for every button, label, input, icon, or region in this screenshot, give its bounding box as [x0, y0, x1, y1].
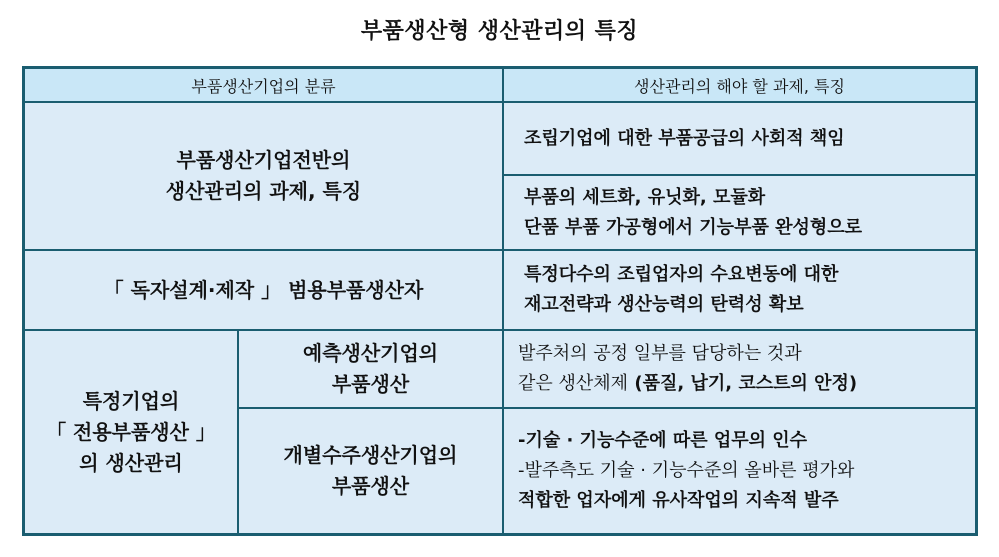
row3-sub1-category-line1: 예측생산기업의: [302, 341, 439, 365]
row3-sub2-category-line2: 부품생산: [331, 474, 410, 498]
row3-category-line2: 「 전용부품생산 」: [46, 419, 216, 444]
row3-sub1-feature-line2b: (품질, 납기, 코스트의 안정): [634, 373, 858, 394]
row3-category: [24, 330, 238, 534]
row1-feature-b-line2: 단품 부품 가공형에서 기능부품 완성형으로: [524, 216, 863, 238]
row1-category: [24, 102, 503, 250]
page-title: 부품생산형 생산관리의 특징: [360, 19, 639, 44]
row3-sub1-category-line2: 부품생산: [331, 372, 410, 396]
row3-sub1-feature-line2a: 같은 생산체제: [518, 373, 629, 394]
row3-sub2-feature: [503, 408, 976, 534]
row3-sub2-category: [238, 408, 503, 534]
row3-sub2-category-line1: 개별수주생산기업의: [283, 443, 458, 467]
row3-category-line3: 의 생산관리: [79, 450, 183, 475]
row3-sub1-feature-line1: 발주처의 공정 일부를 담당하는 것과: [518, 343, 802, 364]
row2-category-text: 「 독자설계·제작 」 범용부품생산자: [103, 277, 424, 302]
header-classification: 부품생산기업의 분류: [24, 68, 503, 102]
row2-feature-line1: 특정다수의 조립업자의 수요변동에 대한: [524, 264, 839, 285]
row1-feature-b: [503, 175, 976, 250]
feature-table: [22, 66, 978, 536]
row1-feature-a-text: 조립기업에 대한 부품공급의 사회적 책임: [524, 127, 845, 149]
row1-feature-a: [503, 102, 976, 175]
row3-sub1-feature: [503, 330, 976, 408]
row1-category-line1: 부품생산기업전반의: [176, 148, 351, 172]
row3-sub2-feature-line3: 적합한 업자에게 유사작업의 지속적 발주: [518, 490, 839, 511]
row3-sub2-feature-line2: -발주측도 기술 · 기능수준의 올바른 평가와: [518, 460, 855, 481]
row1-category-line2: 생산관리의 과제, 특징: [165, 179, 362, 203]
header-tasks: 생산관리의 해야 할 과제, 특징: [503, 68, 976, 102]
row2-feature: [503, 250, 976, 330]
row3-category-line1: 특정기업의: [82, 388, 180, 413]
row2-category: [24, 250, 503, 330]
row3-sub1-category: [238, 330, 503, 408]
row3-sub2-feature-line1: -기술 · 기능수준에 따른 업무의 인수: [518, 430, 808, 451]
row1-feature-b-line1: 부품의 세트화, 유닛화, 모듈화: [524, 186, 766, 208]
row2-feature-line2: 재고전략과 생산능력의 탄력성 확보: [524, 294, 804, 315]
